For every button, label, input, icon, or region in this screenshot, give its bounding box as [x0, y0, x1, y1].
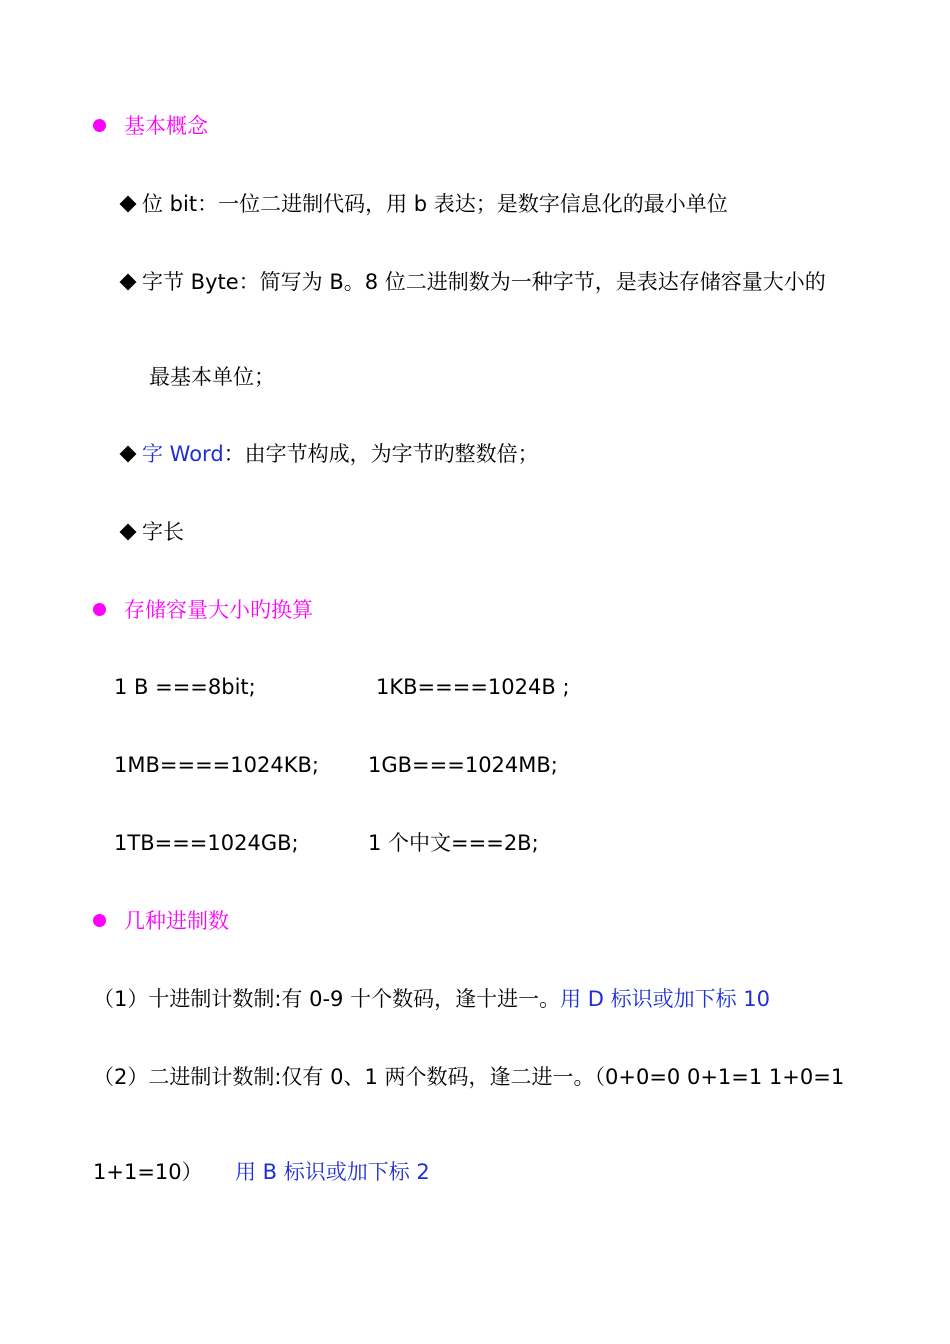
list-item-text: ：由字节构成，为字节旳整数倍； [223, 442, 539, 466]
paragraph-binary: （2）二进制计数制:仅有 0、1 两个数码，逢二进一。（0+0=0 0+1=1 1+0=1 [93, 1065, 845, 1089]
list-item-bit [119, 190, 728, 218]
diamond-bullet-icon [120, 446, 137, 463]
list-item-word [119, 440, 539, 468]
bullet-dot-icon [93, 603, 106, 616]
paragraph-text: （1）十进制计数制:有 0-9 十个数码，逢十进一。 [93, 987, 561, 1011]
conversion-row-1a: 1 B ===8bit; [114, 675, 256, 699]
paragraph-decimal [93, 985, 770, 1013]
paragraph-blue-note: 用 B 标识或加下标 2 [235, 1160, 430, 1184]
conversion-row-1b: 1KB====1024B ; [376, 675, 570, 699]
list-item-byte-continuation: 最基本单位； [149, 365, 275, 389]
conversion-row-3b: 1 个中文===2B; [368, 831, 539, 855]
list-item-text: 位 bit：一位二进制代码，用 b 表达；是数字信息化的最小单位 [142, 192, 728, 216]
paragraph-blue-note: 用 D 标识或加下标 10 [560, 987, 771, 1011]
conversion-row-2b: 1GB===1024MB; [368, 753, 558, 777]
diamond-bullet-icon [120, 196, 137, 213]
section-heading-storage-conversion: 存储容量大小旳换算 [124, 598, 313, 622]
list-item-text: 字长 [142, 520, 184, 544]
conversion-row-2a: 1MB====1024KB; [114, 753, 319, 777]
conversion-row-3a: 1TB===1024GB; [114, 831, 299, 855]
list-item-byte [119, 268, 826, 296]
section-heading-number-systems: 几种进制数 [124, 909, 229, 933]
diamond-bullet-icon [120, 524, 137, 541]
diamond-bullet-icon [120, 274, 137, 291]
paragraph-binary-continuation: 1+1=10） [93, 1160, 203, 1184]
section-heading-basic-concepts: 基本概念 [124, 114, 208, 138]
word-term: 字 Word [142, 442, 224, 466]
bullet-dot-icon [93, 914, 106, 927]
bullet-dot-icon [93, 119, 106, 132]
list-item-word-length [119, 518, 184, 546]
list-item-text: 字节 Byte：简写为 B。8 位二进制数为一种字节，是表达存储容量大小的 [142, 270, 826, 294]
